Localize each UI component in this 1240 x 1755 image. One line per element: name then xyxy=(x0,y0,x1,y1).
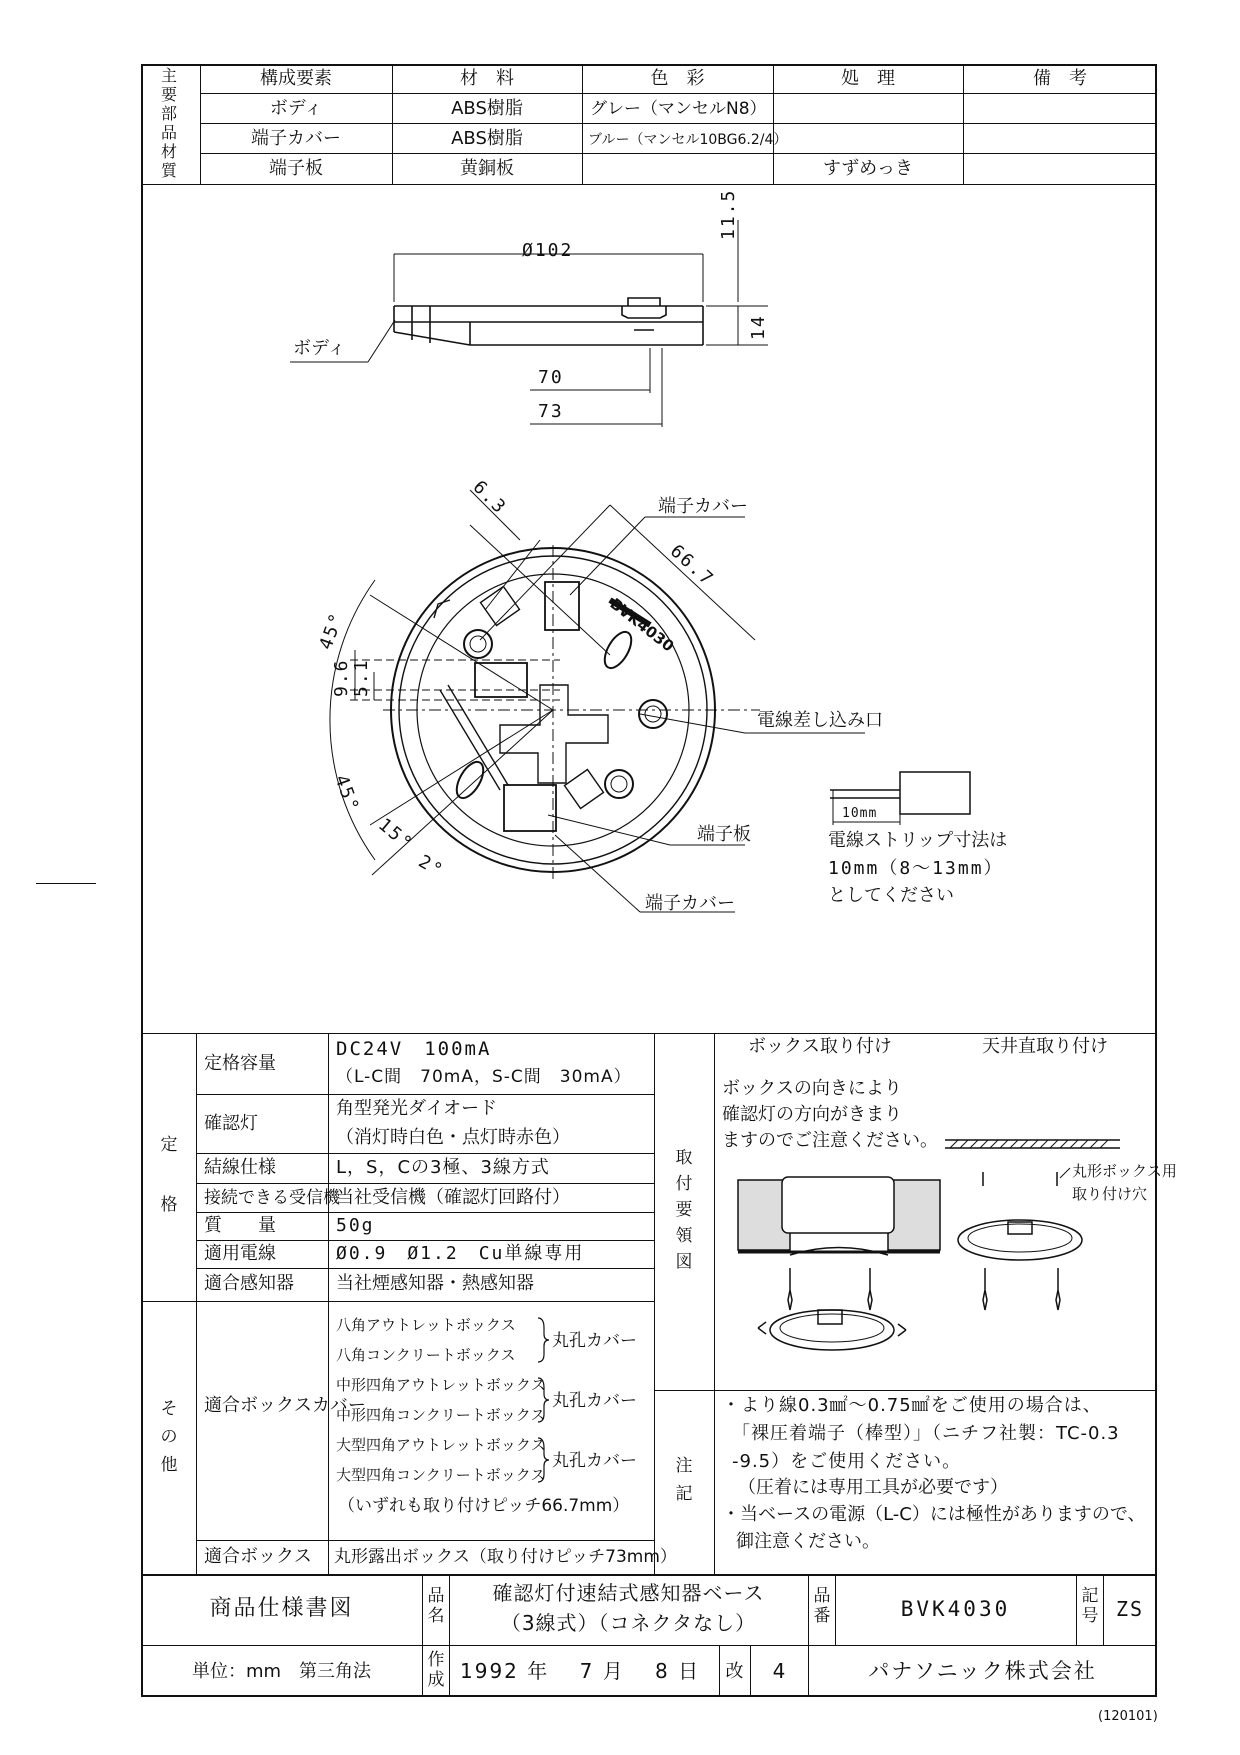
mat-plate-material: 黄銅板 xyxy=(460,158,514,179)
mat-plate-treatment: すずめっき xyxy=(823,158,913,179)
dim-9-6: 9.6 xyxy=(331,658,352,697)
box-item-3: 中形四角アウトレットボックス xyxy=(336,1376,546,1394)
box-mount-illustration xyxy=(738,1177,940,1350)
angle-45-bottom: 45° xyxy=(330,772,364,816)
dim-11-5: 11.5 xyxy=(718,188,739,240)
mat-header-color: 色 彩 xyxy=(650,68,705,89)
mat-cover-material: ABS樹脂 xyxy=(451,128,523,149)
symbol-label: 記号 xyxy=(1081,1586,1099,1626)
mat-cover-color: ブルー（マンセル10BG6.2/4） xyxy=(588,132,788,148)
hole-label-1: 丸形ボックス用 xyxy=(1072,1162,1177,1180)
box-item-5: 大型四角アウトレットボックス xyxy=(336,1436,546,1454)
mat-body-material: ABS樹脂 xyxy=(451,98,523,119)
product-mark: BVK4030 xyxy=(606,594,678,656)
dim-70: 70 xyxy=(538,367,564,388)
mat-body-color: グレー（マンセルN8） xyxy=(590,99,767,119)
side-view xyxy=(394,298,703,345)
box-cover-1: 丸孔カバー xyxy=(552,1331,637,1351)
note-line-1: ・より線0.3㎟～0.75㎟をご使用の場合は、 xyxy=(722,1395,1102,1416)
materials-side-label: 主要部品材質 xyxy=(160,66,177,180)
mat-header-remarks: 備 考 xyxy=(1033,68,1087,89)
strip-note-line-2: 10mm（8～13mm） xyxy=(828,858,1004,879)
margin-mark xyxy=(36,883,96,884)
spec-label-mass: 質 量 xyxy=(204,1215,276,1236)
mounting-illustrations xyxy=(714,1033,1157,1390)
product-name-2: （3線式）（コネクタなし） xyxy=(500,1611,757,1635)
spec-value-receiver: 当社受信機（確認灯回路付） xyxy=(336,1187,570,1208)
mounting-side: 取付要領図 xyxy=(675,1148,693,1272)
label-terminal-cover-top: 端子カバー xyxy=(658,496,748,517)
mat-header-component: 構成要素 xyxy=(260,68,332,89)
mat-plate-name: 端子板 xyxy=(269,158,323,179)
spec-label-detector: 適合感知器 xyxy=(204,1273,294,1294)
code-label: 品番 xyxy=(813,1586,831,1626)
note-line-3: -9.5）をご使用ください。 xyxy=(732,1451,962,1472)
spec-label-box-cover-1: 適合ボックスカバー xyxy=(204,1395,366,1416)
box-cover-3: 丸孔カバー xyxy=(552,1451,637,1471)
note-line-4: （圧着には専用工具が必要です） xyxy=(738,1477,1008,1498)
mounting-note-2: 確認灯の方向がきまり xyxy=(722,1104,902,1125)
unit-projection: 単位：mm 第三角法 xyxy=(191,1661,372,1682)
strip-note-line-1: 電線ストリップ寸法は xyxy=(828,830,1008,851)
notes-side: 注記 xyxy=(675,1456,693,1504)
dim-66-7: 66.7 xyxy=(665,540,719,591)
spec-label-box: 適合ボックス xyxy=(204,1546,312,1567)
created-label: 作成 xyxy=(427,1650,445,1690)
spec-label-indicator: 確認灯 xyxy=(204,1113,258,1134)
spec-value-detector: 当社煙感知器・熱感知器 xyxy=(336,1273,534,1294)
note-line-6: 御注意ください。 xyxy=(736,1531,880,1552)
note-line-2: 「裸圧着端子（棒型）」（ニチフ社製：TC-0.3 xyxy=(732,1423,1120,1444)
spec-label-receiver: 接続できる受信機 xyxy=(204,1188,340,1208)
dim-diameter-102: Ø102 xyxy=(522,240,574,261)
label-terminal-cover-bottom: 端子カバー xyxy=(645,893,735,914)
spec-value-indicator-1: 角型発光ダイオード xyxy=(336,1098,498,1119)
dim-5-1: 5.1 xyxy=(351,658,372,697)
box-item-1: 八角アウトレットボックス xyxy=(336,1316,516,1334)
spec-value-rated-capacity-2: （L-C間 70mA，S-C間 30mA） xyxy=(336,1067,632,1087)
label-body: ボディ xyxy=(293,338,346,359)
spec-side-other: その他 xyxy=(160,1399,178,1475)
mat-body-name: ボディ xyxy=(269,98,323,119)
angle-15: 15° xyxy=(374,814,418,856)
spec-label-rated-capacity: 定格容量 xyxy=(204,1053,276,1074)
box-item-6: 大型四角コンクリートボックス xyxy=(336,1466,546,1484)
dim-6-3: 6.3 xyxy=(468,476,511,519)
dim-14: 14 xyxy=(748,314,769,340)
dim-73: 73 xyxy=(538,401,564,422)
label-terminal-plate: 端子板 xyxy=(697,824,751,845)
mounting-note-1: ボックスの向きにより xyxy=(722,1078,902,1099)
mounting-ceiling-title: 天井直取り付け xyxy=(982,1036,1108,1057)
dim-10mm: 10mm xyxy=(842,806,878,821)
box-item-2: 八角コンクリートボックス xyxy=(336,1346,516,1364)
box-braces xyxy=(536,1314,552,1494)
spec-label-wiring: 結線仕様 xyxy=(204,1157,276,1178)
spec-value-box: 丸形露出ボックス（取り付けピッチ73mm） xyxy=(334,1547,677,1567)
spec-side-rating: 定格 xyxy=(160,1135,178,1215)
box-pitch-note: （いずれも取り付けピッチ66.7mm） xyxy=(338,1496,630,1516)
spec-label-wire: 適用電線 xyxy=(204,1243,276,1264)
spec-value-wire: Ø0.9 Ø1.2 Cu単線専用 xyxy=(336,1243,585,1264)
symbol: ZS xyxy=(1115,1597,1145,1621)
rev-number: 4 xyxy=(772,1659,786,1683)
note-line-5: ・当ベースの電源（L-C）には極性がありますので、 xyxy=(722,1504,1146,1525)
strip-note-line-3: としてください xyxy=(828,885,954,906)
product-code: BVK4030 xyxy=(900,1597,1011,1621)
spec-value-indicator-2: （消灯時白色・点灯時赤色） xyxy=(336,1127,570,1148)
box-cover-2: 丸孔カバー xyxy=(552,1391,637,1411)
spec-value-wiring: L，S，Cの3極、3線方式 xyxy=(336,1157,550,1178)
product-name-1: 確認灯付速結式感知器ベース xyxy=(492,1581,765,1605)
mounting-note-3: ますのでご注意ください。 xyxy=(722,1130,938,1151)
hole-label-2: 取り付け穴 xyxy=(1072,1185,1148,1203)
mounting-box-title: ボックス取り付け xyxy=(748,1036,892,1057)
doc-type: 商品仕様書図 xyxy=(209,1596,354,1621)
name-label: 品名 xyxy=(427,1586,445,1626)
footer-code: (120101) xyxy=(1098,1709,1158,1724)
spec-value-rated-capacity-1: DC24V 100mA xyxy=(336,1038,492,1060)
mat-header-material: 材 料 xyxy=(460,68,514,89)
mat-cover-name: 端子カバー xyxy=(251,128,341,149)
company-name: パナソニック株式会社 xyxy=(868,1659,1097,1683)
angle-2: 2° xyxy=(414,851,448,883)
created-date: 1992 年 7 月 8 日 xyxy=(460,1659,701,1683)
box-item-4: 中形四角コンクリートボックス xyxy=(336,1406,546,1424)
ceiling-mount-illustration xyxy=(945,1140,1120,1310)
label-wire-inlet: 電線差し込み口 xyxy=(757,710,883,731)
spec-value-mass: 50g xyxy=(336,1215,375,1236)
angle-45-top: 45° xyxy=(315,609,349,653)
mat-header-treatment: 処 理 xyxy=(841,68,895,89)
rev-label: 改 xyxy=(725,1661,744,1682)
